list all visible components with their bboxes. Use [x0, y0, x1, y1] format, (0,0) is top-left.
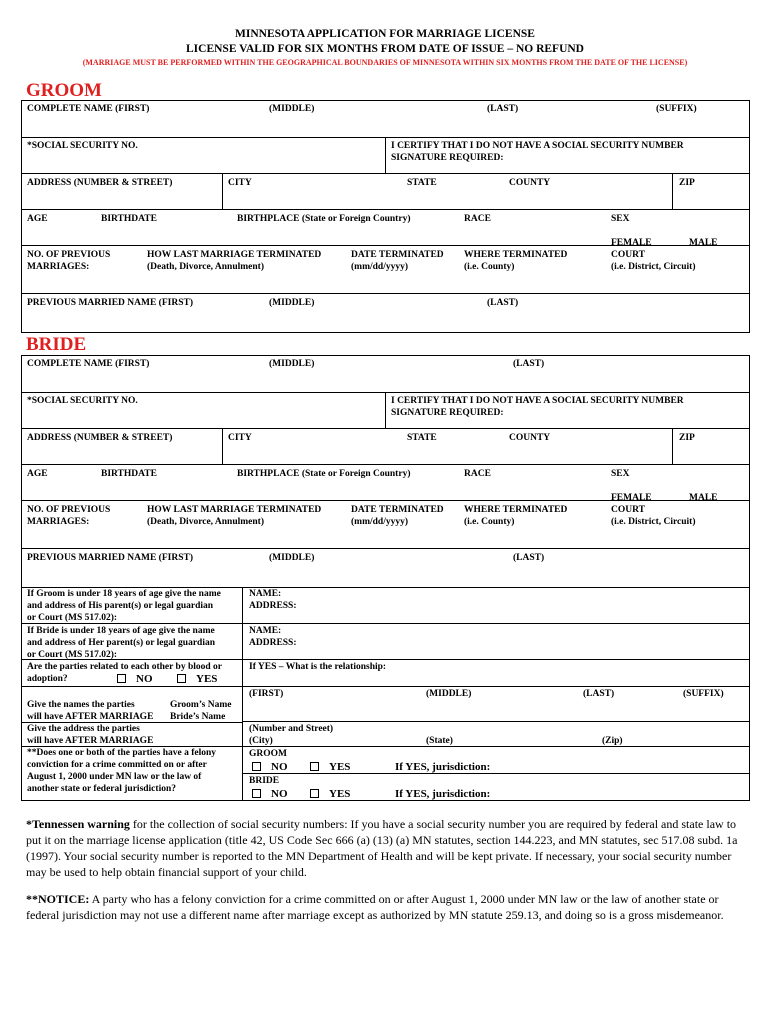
- checkbox-icon: [310, 762, 319, 771]
- groom-guardian-name[interactable]: NAME:: [249, 589, 282, 599]
- bride-prev-name-first[interactable]: PREVIOUS MARRIED NAME (FIRST): [27, 553, 193, 563]
- bride-minor-text-1: If Bride is under 18 years of age give the name: [27, 626, 215, 636]
- after-address-street[interactable]: (Number and Street): [249, 724, 334, 734]
- bride-birthdate[interactable]: BIRTHDATE: [101, 469, 157, 479]
- related-question-2: adoption?: [27, 674, 68, 684]
- checkbox-icon: [117, 674, 126, 683]
- bride-name-first[interactable]: COMPLETE NAME (FIRST): [27, 359, 150, 369]
- groom-where-terminated-2: (i.e. County): [464, 262, 515, 272]
- felony-bride-no[interactable]: NO: [252, 788, 288, 800]
- groom-sex: SEX: [611, 214, 630, 224]
- groom-court[interactable]: COURT: [611, 250, 645, 260]
- bride-minor-text-3: or Court (MS 517.02):: [27, 650, 118, 660]
- bride-heading: BRIDE: [26, 334, 87, 355]
- groom-minor-text-2: and address of His parent(s) or legal guardian: [27, 601, 214, 611]
- groom-heading: GROOM: [26, 80, 102, 101]
- bride-where-terminated-2: (i.e. County): [464, 517, 515, 527]
- grooms-name-label: Groom’s Name: [170, 700, 232, 710]
- groom-court-2: (i.e. District, Circuit): [611, 262, 696, 272]
- bride-court-2: (i.e. District, Circuit): [611, 517, 696, 527]
- related-yes-checkbox[interactable]: YES: [177, 673, 217, 685]
- bride-court[interactable]: COURT: [611, 505, 645, 515]
- bride-signature[interactable]: SIGNATURE REQUIRED:: [391, 408, 504, 418]
- felony-text-4: another state or federal jurisdiction?: [27, 784, 176, 794]
- groom-age[interactable]: AGE: [27, 214, 48, 224]
- groom-name-last[interactable]: (LAST): [487, 104, 519, 114]
- felony-groom-label: GROOM: [249, 749, 287, 759]
- related-question-1: Are the parties related to each other by blood or: [27, 662, 222, 672]
- felony-groom-yes[interactable]: YES: [310, 761, 350, 773]
- bride-sex-female[interactable]: FEMALE: [611, 493, 652, 503]
- felony-text-3: August 1, 2000 under MN law or the law of: [27, 772, 202, 782]
- form-subtitle: LICENSE VALID FOR SIX MONTHS FROM DATE OF ISSUE – NO REFUND: [186, 43, 584, 55]
- bride-prev-name-last[interactable]: (LAST): [513, 553, 545, 563]
- bride-birthplace[interactable]: BIRTHPLACE (State or Foreign Country): [237, 469, 411, 479]
- after-name-last[interactable]: (LAST): [583, 689, 615, 699]
- related-no-checkbox[interactable]: NO: [117, 673, 153, 685]
- after-name-suffix[interactable]: (SUFFIX): [683, 689, 724, 699]
- bride-city[interactable]: CITY: [228, 433, 252, 443]
- groom-race[interactable]: RACE: [464, 214, 491, 224]
- after-address-city[interactable]: (City): [249, 736, 273, 746]
- groom-prev-marriages[interactable]: NO. OF PREVIOUS: [27, 250, 111, 260]
- checkbox-icon: [252, 762, 261, 771]
- groom-signature[interactable]: SIGNATURE REQUIRED:: [391, 153, 504, 163]
- groom-name-suffix[interactable]: (SUFFIX): [656, 104, 697, 114]
- after-name-middle[interactable]: (MIDDLE): [426, 689, 472, 699]
- address-after-text-1: Give the address the parties: [27, 724, 140, 734]
- checkbox-icon: [177, 674, 186, 683]
- groom-state[interactable]: STATE: [407, 178, 437, 188]
- tennessen-warning: *Tennessen warning for the collection of social security numbers: If you have a social security number you are required by federal and state law to put it on the marriage license application (title 42, US Code Sec 666 (a) (13) (a) MN statutes, section 144.223, and MN statutes, sec 517.08 subd. 1a (1997). Your social security number is reported to the MN Department of Health and will be kept private. If necessary, your social security number may be used to help obtain financial support of your child.: [26, 817, 738, 879]
- checkbox-icon: [252, 789, 261, 798]
- bride-date-terminated[interactable]: DATE TERMINATED: [351, 505, 444, 515]
- bride-name-last[interactable]: (LAST): [513, 359, 545, 369]
- felony-bride-jurisdiction[interactable]: If YES, jurisdiction:: [395, 788, 491, 800]
- felony-bride-yes[interactable]: YES: [310, 788, 350, 800]
- groom-prev-name-middle[interactable]: (MIDDLE): [269, 298, 315, 308]
- bride-county[interactable]: COUNTY: [509, 433, 551, 443]
- groom-birthdate[interactable]: BIRTHDATE: [101, 214, 157, 224]
- bride-name-middle[interactable]: (MIDDLE): [269, 359, 315, 369]
- groom-how-terminated[interactable]: HOW LAST MARRIAGE TERMINATED: [147, 250, 322, 260]
- form-notice: (MARRIAGE MUST BE PERFORMED WITHIN THE GEOGRAPHICAL BOUNDARIES OF MINNESOTA WITHIN SIX MONTHS FROM THE DATE OF THE LICENSE): [82, 58, 688, 67]
- names-after-text-1: Give the names the parties: [27, 700, 135, 710]
- groom-prev-name-last[interactable]: (LAST): [487, 298, 519, 308]
- groom-certify-no-ssn: I CERTIFY THAT I DO NOT HAVE A SOCIAL SECURITY NUMBER: [391, 141, 684, 151]
- groom-address[interactable]: ADDRESS (NUMBER & STREET): [27, 178, 173, 188]
- bride-race[interactable]: RACE: [464, 469, 491, 479]
- bride-ssn[interactable]: *SOCIAL SECURITY NO.: [27, 396, 138, 406]
- groom-birthplace[interactable]: BIRTHPLACE (State or Foreign Country): [237, 214, 411, 224]
- relationship-field[interactable]: If YES – What is the relationship:: [249, 662, 387, 672]
- bride-age[interactable]: AGE: [27, 469, 48, 479]
- groom-prev-marriages-2: MARRIAGES:: [27, 262, 90, 272]
- felony-groom-no[interactable]: NO: [252, 761, 288, 773]
- groom-prev-name-first[interactable]: PREVIOUS MARRIED NAME (FIRST): [27, 298, 193, 308]
- bride-prev-name-middle[interactable]: (MIDDLE): [269, 553, 315, 563]
- groom-date-terminated[interactable]: DATE TERMINATED: [351, 250, 444, 260]
- groom-sex-female[interactable]: FEMALE: [611, 238, 652, 248]
- bride-zip[interactable]: ZIP: [679, 433, 695, 443]
- groom-where-terminated[interactable]: WHERE TERMINATED: [464, 250, 568, 260]
- groom-sex-male[interactable]: MALE: [689, 238, 718, 248]
- groom-county[interactable]: COUNTY: [509, 178, 551, 188]
- address-after-text-2: will have AFTER MARRIAGE: [27, 736, 154, 746]
- bride-certify-no-ssn: I CERTIFY THAT I DO NOT HAVE A SOCIAL SECURITY NUMBER: [391, 396, 684, 406]
- after-address-zip[interactable]: (Zip): [602, 736, 623, 746]
- felony-text-1: **Does one or both of the parties have a felony: [27, 748, 217, 758]
- bride-date-terminated-2: (mm/dd/yyyy): [351, 517, 408, 527]
- bride-state[interactable]: STATE: [407, 433, 437, 443]
- groom-date-terminated-2: (mm/dd/yyyy): [351, 262, 408, 272]
- felony-bride-label: BRIDE: [249, 776, 280, 786]
- bride-how-terminated-2: (Death, Divorce, Annulment): [147, 517, 264, 527]
- after-address-state[interactable]: (State): [426, 736, 453, 746]
- groom-city[interactable]: CITY: [228, 178, 252, 188]
- groom-name-middle[interactable]: (MIDDLE): [269, 104, 315, 114]
- bride-minor-text-2: and address of Her parent(s) or legal guardian: [27, 638, 215, 648]
- bride-guardian-name[interactable]: NAME:: [249, 626, 282, 636]
- felony-text-2: conviction for a crime committed on or after: [27, 760, 207, 770]
- bride-address[interactable]: ADDRESS (NUMBER & STREET): [27, 433, 173, 443]
- groom-guardian-address[interactable]: ADDRESS:: [249, 601, 297, 611]
- groom-how-terminated-2: (Death, Divorce, Annulment): [147, 262, 264, 272]
- names-after-text-2: will have AFTER MARRIAGE: [27, 712, 154, 722]
- felony-groom-jurisdiction[interactable]: If YES, jurisdiction:: [395, 761, 491, 773]
- after-name-first[interactable]: (FIRST): [249, 689, 284, 699]
- bride-sex-male[interactable]: MALE: [689, 493, 718, 503]
- bride-how-terminated[interactable]: HOW LAST MARRIAGE TERMINATED: [147, 505, 322, 515]
- felony-notice: **NOTICE: A party who has a felony conviction for a crime committed on or after August 1, 2000 under MN law or the law of another state or federal jurisdiction may not use a different name after marriage except as authorized by MN statute 259.13, and doing so is a gross misdemeanor.: [26, 892, 724, 922]
- groom-ssn[interactable]: *SOCIAL SECURITY NO.: [27, 141, 138, 151]
- form-title: MINNESOTA APPLICATION FOR MARRIAGE LICENSE: [235, 28, 535, 40]
- bride-guardian-address[interactable]: ADDRESS:: [249, 638, 297, 648]
- bride-where-terminated[interactable]: WHERE TERMINATED: [464, 505, 568, 515]
- groom-zip[interactable]: ZIP: [679, 178, 695, 188]
- checkbox-icon: [310, 789, 319, 798]
- groom-minor-text-1: If Groom is under 18 years of age give the name: [27, 589, 221, 599]
- bride-prev-marriages-2: MARRIAGES:: [27, 517, 90, 527]
- brides-name-label: Bride’s Name: [170, 712, 226, 722]
- bride-sex: SEX: [611, 469, 630, 479]
- groom-minor-text-3: or Court (MS 517.02):: [27, 613, 118, 623]
- bride-prev-marriages[interactable]: NO. OF PREVIOUS: [27, 505, 111, 515]
